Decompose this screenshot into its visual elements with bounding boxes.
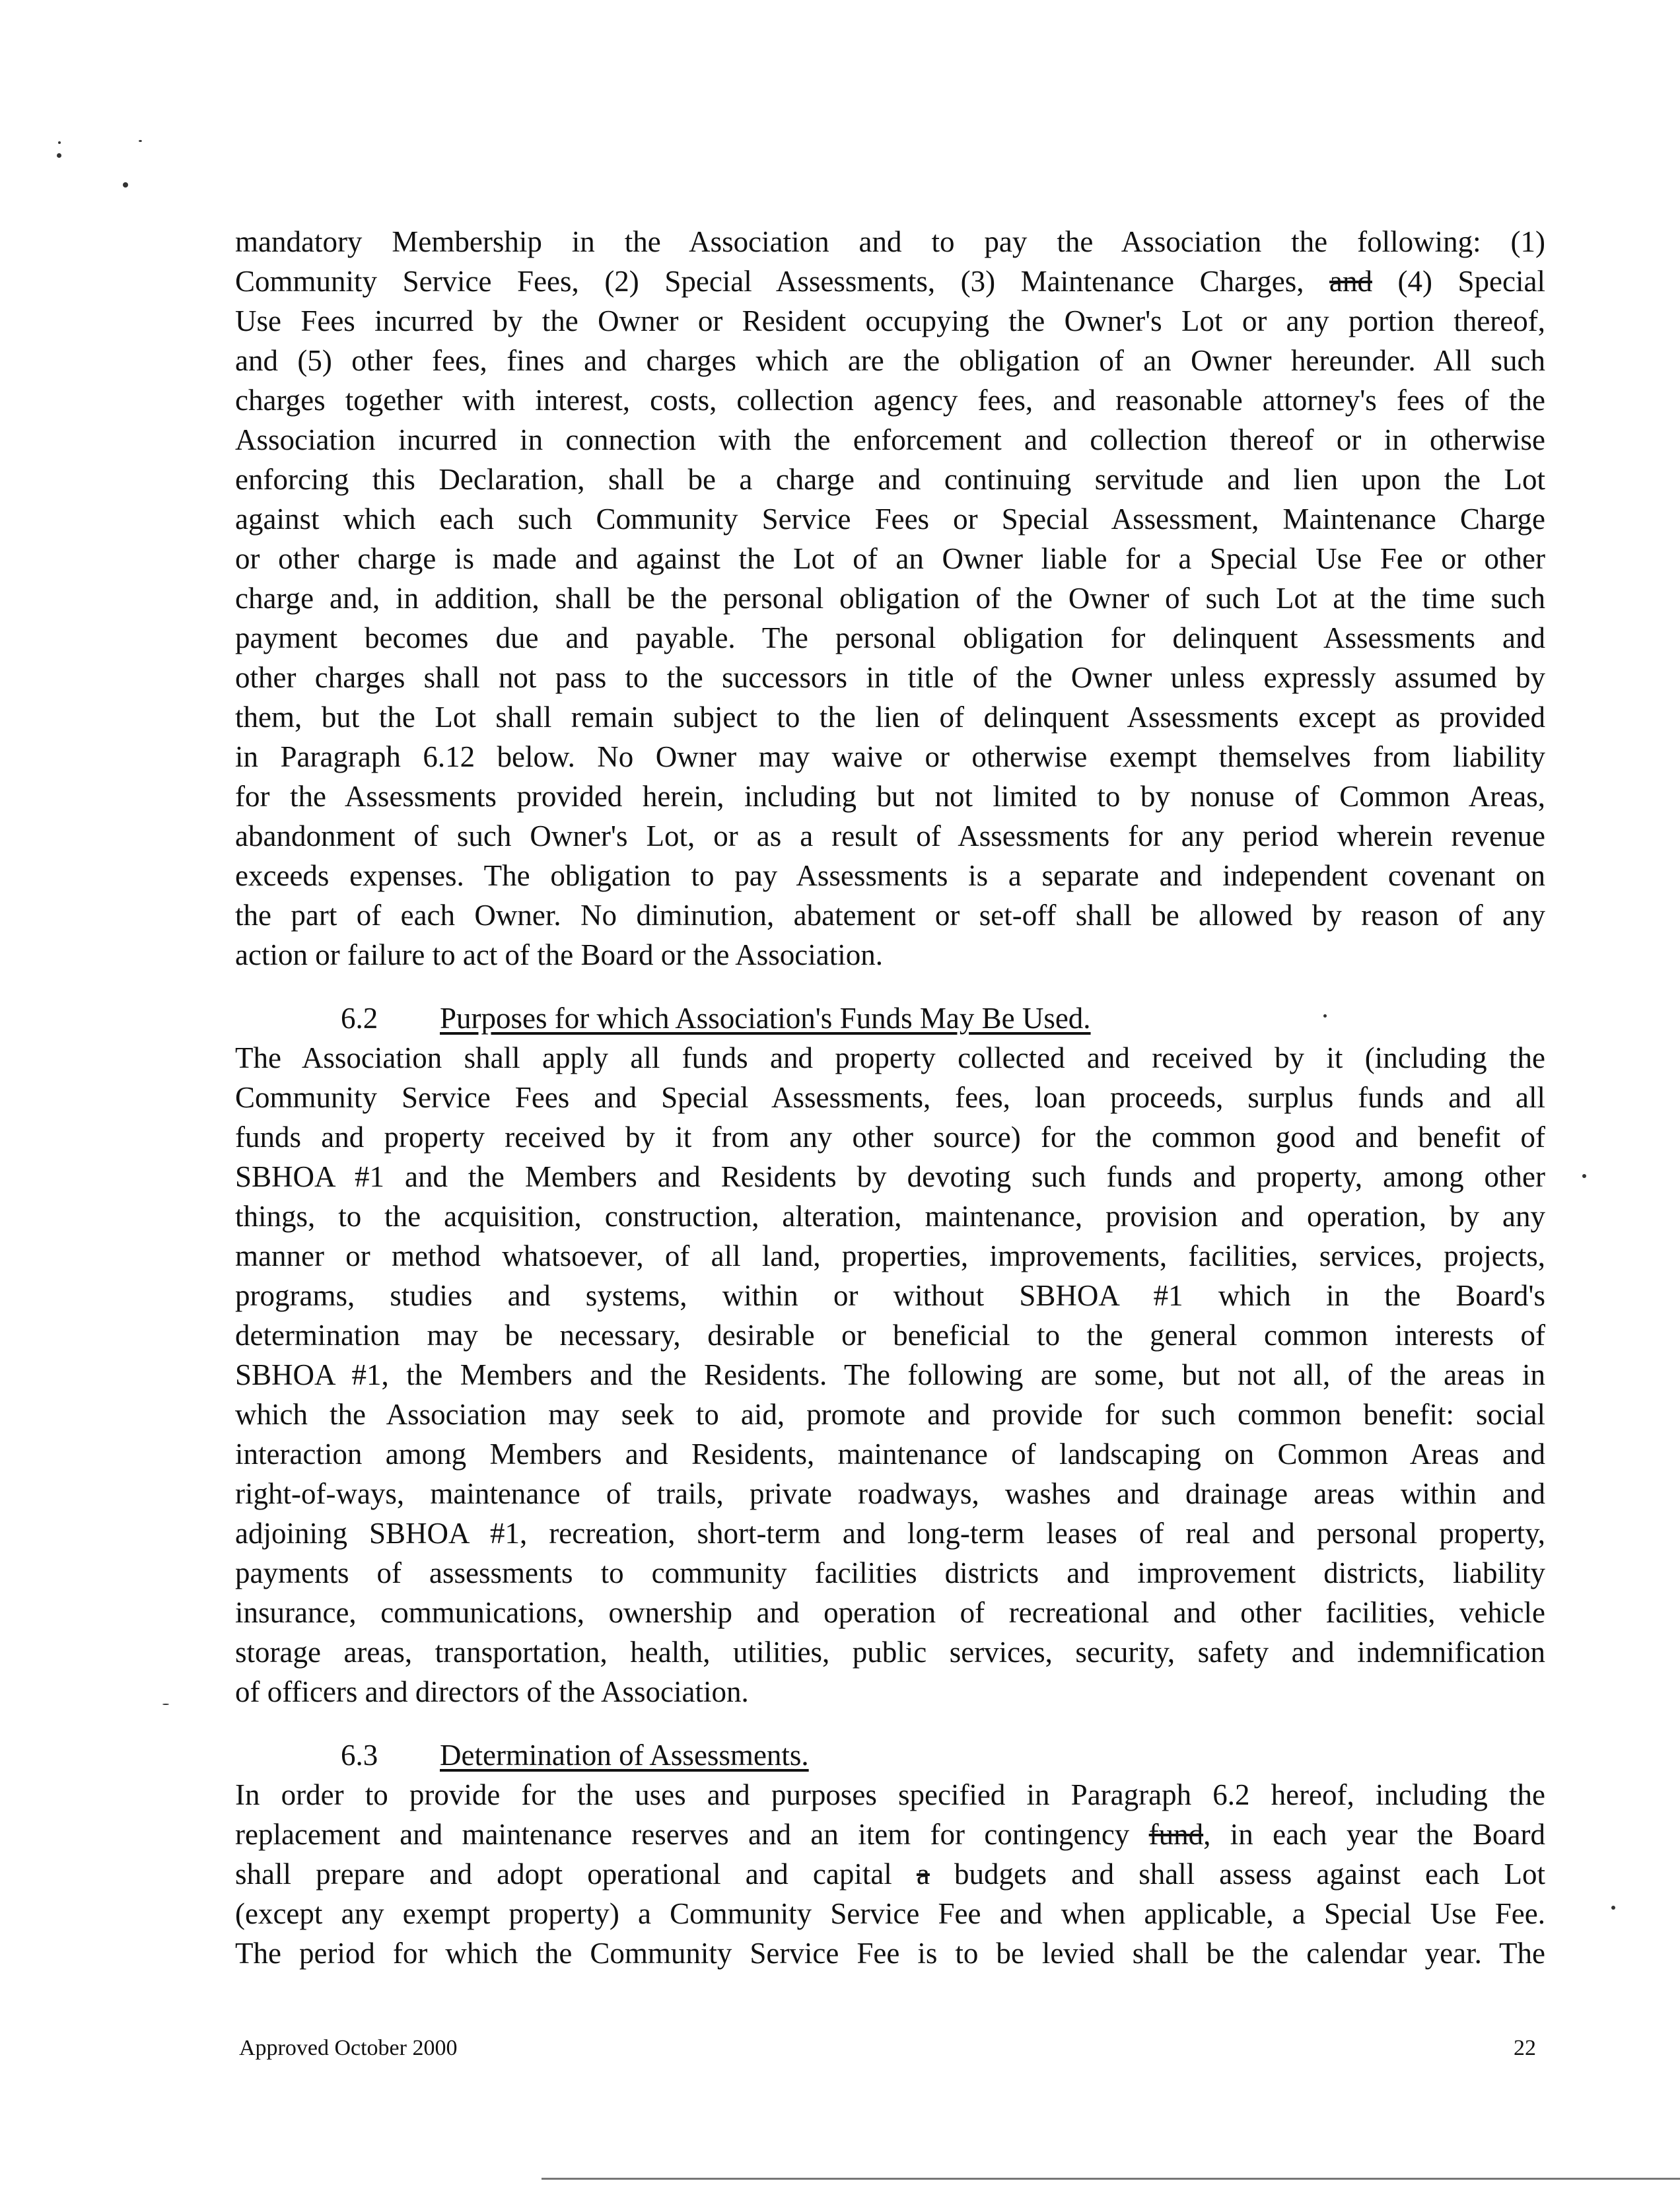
scan-speck xyxy=(1582,1174,1586,1178)
section-heading xyxy=(235,1735,1545,1775)
text-line: replacement and maintenance reserves and an item for contingency fund, in each year the Board xyxy=(235,1818,1545,1851)
text-line: of officers and directors of the Association. xyxy=(235,1675,749,1708)
section-6-1-continued xyxy=(235,222,1545,975)
section-number: 6.2 xyxy=(341,1002,378,1035)
scan-speck xyxy=(1611,1906,1615,1910)
text-line: funds and property received by it from any other source) for the common good and benefit of xyxy=(235,1121,1545,1154)
text-line: and (5) other fees, fines and charges which are the obligation of an Owner hereunder. All such xyxy=(235,344,1545,377)
text-line: SBHOA #1 and the Members and Residents by devoting such funds and property, among other xyxy=(235,1160,1545,1193)
text-line: them, but the Lot shall remain subject to the lien of delinquent Assessments except as provided xyxy=(235,701,1545,734)
text-line: SBHOA #1, the Members and the Residents. The following are some, but not all, of the areas in xyxy=(235,1358,1545,1391)
scan-speck xyxy=(123,182,128,188)
text-line: payment becomes due and payable. The personal obligation for delinquent Assessments and xyxy=(235,621,1545,654)
scan-speck xyxy=(139,140,142,142)
text-line: (except any exempt property) a Community Service Fee and when applicable, a Special Use Fee. xyxy=(235,1897,1545,1930)
text-line: Community Service Fees and Special Assessments, fees, loan proceeds, surplus funds and all xyxy=(235,1081,1545,1114)
text-line: adjoining SBHOA #1, recreation, short-term and long-term leases of real and personal property, xyxy=(235,1517,1545,1550)
section-title: Determination of Assessments. xyxy=(440,1739,809,1772)
text-line: abandonment of such Owner's Lot, or as a result of Assessments for any period wherein revenue xyxy=(235,819,1545,852)
bottom-rule xyxy=(542,2178,1680,2180)
section-number: 6.3 xyxy=(341,1739,378,1772)
section-title: Purposes for which Association's Funds May Be Used. xyxy=(440,1002,1091,1035)
text-line: charges together with interest, costs, collection agency fees, and reasonable attorney's fees of the xyxy=(235,384,1545,417)
footer-approval-date: Approved October 2000 xyxy=(239,2036,458,2060)
text-line: The Association shall apply all funds and property collected and received by it (including the xyxy=(235,1041,1545,1074)
text-line: action or failure to act of the Board or the Association. xyxy=(235,938,883,971)
text-line: determination may be necessary, desirable or beneficial to the general common interests of xyxy=(235,1319,1545,1352)
text-line: the part of each Owner. No diminution, abatement or set-off shall be allowed by reason of any xyxy=(235,899,1545,932)
text-line: programs, studies and systems, within or without SBHOA #1 which in the Board's xyxy=(235,1279,1545,1312)
text-line: things, to the acquisition, construction, alteration, maintenance, provision and operation, by any xyxy=(235,1200,1545,1233)
text-line: insurance, communications, ownership and operation of recreational and other facilities, vehicle xyxy=(235,1596,1545,1629)
text-line: payments of assessments to community facilities districts and improvement districts, liability xyxy=(235,1556,1545,1589)
text-line: mandatory Membership in the Association and to pay the Association the following: (1) xyxy=(235,225,1545,258)
text-line: for the Assessments provided herein, including but not limited to by nonuse of Common Areas, xyxy=(235,780,1545,813)
text-line: other charges shall not pass to the successors in title of the Owner unless expressly assumed by xyxy=(235,661,1545,694)
section-6-3 xyxy=(235,1735,1545,1973)
text-line: exceeds expenses. The obligation to pay Assessments is a separate and independent covenant on xyxy=(235,859,1545,892)
text-line: in Paragraph 6.12 below. No Owner may waive or otherwise exempt themselves from liability xyxy=(235,740,1545,773)
text-line: Use Fees incurred by the Owner or Resident occupying the Owner's Lot or any portion thereof, xyxy=(235,304,1545,337)
page-number: 22 xyxy=(1514,2036,1536,2060)
text-line: or other charge is made and against the Lot of an Owner liable for a Special Use Fee or other xyxy=(235,542,1545,575)
text-line: In order to provide for the uses and purposes specified in Paragraph 6.2 hereof, including the xyxy=(235,1778,1545,1811)
struck-word: a xyxy=(916,1857,930,1891)
text-line: Association incurred in connection with the enforcement and collection thereof or in otherwise xyxy=(235,423,1545,456)
scan-speck xyxy=(162,1704,169,1705)
struck-word: fund xyxy=(1148,1818,1204,1851)
text-line: which the Association may seek to aid, promote and provide for such common benefit: social xyxy=(235,1398,1545,1431)
text-line: right-of-ways, maintenance of trails, private roadways, washes and drainage areas within and xyxy=(235,1477,1545,1510)
section-heading xyxy=(235,998,1545,1038)
text-line: interaction among Members and Residents, maintenance of landscaping on Common Areas and xyxy=(235,1438,1545,1471)
section-6-2 xyxy=(235,998,1545,1712)
text-line: manner or method whatsoever, of all land, properties, improvements, facilities, services, projects, xyxy=(235,1239,1545,1272)
text-line: shall prepare and adopt operational and capital a budgets and shall assess against each Lot xyxy=(235,1857,1545,1891)
struck-word: and xyxy=(1329,265,1372,298)
scan-speck xyxy=(57,153,61,158)
text-line: Community Service Fees, (2) Special Assessments, (3) Maintenance Charges, and (4) Special xyxy=(235,265,1545,298)
text-line: charge and, in addition, shall be the personal obligation of the Owner of such Lot at the time such xyxy=(235,582,1545,615)
text-line: storage areas, transportation, health, utilities, public services, security, safety and indemnification xyxy=(235,1636,1545,1669)
text-line: The period for which the Community Service Fee is to be levied shall be the calendar year. The xyxy=(235,1937,1545,1970)
scan-speck xyxy=(58,141,61,144)
text-line: against which each such Community Service Fees or Special Assessment, Maintenance Charge xyxy=(235,503,1545,536)
text-line: enforcing this Declaration, shall be a charge and continuing servitude and lien upon the Lot xyxy=(235,463,1545,496)
